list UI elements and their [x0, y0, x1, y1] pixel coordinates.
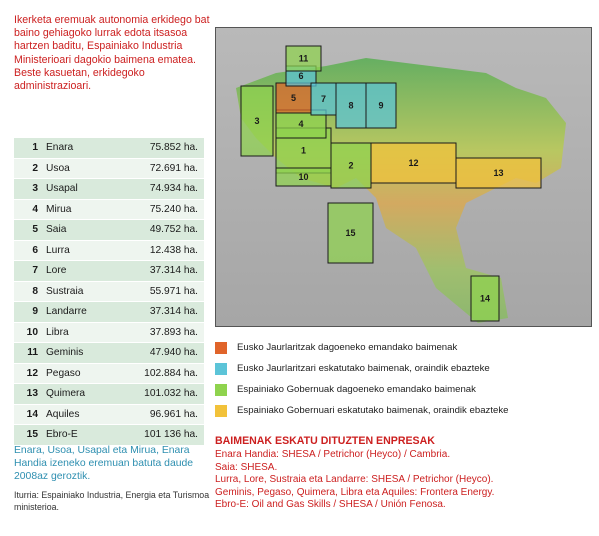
permit-number: 9 — [14, 302, 46, 323]
company-line: Geminis, Pegaso, Quimera, Libra eta Aquiles: Frontera Energy. — [215, 486, 495, 498]
permit-name: Libra — [46, 322, 130, 343]
permit-zone-label: 10 — [298, 172, 309, 182]
legend-item — [215, 337, 595, 358]
permit-number: 10 — [14, 322, 46, 343]
permit-row — [14, 179, 204, 200]
permit-number: 12 — [14, 363, 46, 384]
permit-area: 55.971 ha. — [130, 281, 204, 302]
company-line: Enara Handia: SHESA / Petrichor (Heyco) / Cambria. — [215, 449, 451, 460]
permit-area: 47.940 ha. — [130, 343, 204, 364]
permit-area: 101 136 ha. — [130, 425, 204, 446]
permit-row — [14, 404, 204, 425]
permit-table — [14, 138, 204, 446]
permit-number: 3 — [14, 179, 46, 200]
legend-swatch — [215, 342, 227, 354]
permit-name: Pegaso — [46, 363, 130, 384]
map-legend — [215, 337, 595, 421]
permit-row — [14, 138, 204, 158]
legend-label: Eusko Jaurlaritzari eskatutako baimenak, oraindik ebazteke — [237, 363, 490, 374]
permit-row — [14, 343, 204, 364]
permit-name: Lurra — [46, 240, 130, 261]
permit-zone-label: 7 — [320, 94, 327, 104]
permit-name: Quimera — [46, 384, 130, 405]
permit-name: Usapal — [46, 179, 130, 200]
permit-number: 2 — [14, 158, 46, 179]
permit-row — [14, 302, 204, 323]
legend-item — [215, 358, 595, 379]
permit-zone-label: 2 — [348, 160, 354, 171]
permit-area: 75.240 ha. — [130, 199, 204, 220]
company-line: Ebro-E: Oil and Gas Skills / SHESA / Unión Fenosa. — [215, 499, 446, 510]
permit-area: 12.438 ha. — [130, 240, 204, 261]
legend-label: Espainiako Gobernuari eskatutako baimenak, oraindik ebazteke — [237, 405, 509, 416]
permit-zone-label: 4 — [298, 119, 304, 129]
permit-area: 75.852 ha. — [130, 138, 204, 158]
permit-name: Lore — [46, 261, 130, 282]
legend-swatch — [215, 384, 227, 396]
applicant-companies — [215, 435, 595, 512]
permit-row — [14, 281, 204, 302]
legend-label: Espainiako Gobernuak dagoeneko emandako baimenak — [237, 384, 476, 395]
permit-name: Geminis — [46, 343, 130, 364]
permit-area: 37.314 ha. — [130, 261, 204, 282]
permit-number: 4 — [14, 199, 46, 220]
companies-title: BAIMENAK ESKATU DITUZTEN ENPRESAK — [215, 435, 435, 447]
map-canvas — [216, 28, 591, 326]
permit-number: 1 — [14, 138, 46, 158]
exploration-map — [215, 27, 592, 327]
permit-name: Sustraia — [46, 281, 130, 302]
permit-area: 74.934 ha. — [130, 179, 204, 200]
permit-row — [14, 199, 204, 220]
permit-row — [14, 240, 204, 261]
permit-area: 37.314 ha. — [130, 302, 204, 323]
permit-zone-label: 15 — [345, 228, 356, 238]
company-line: Saia: SHESA. — [215, 461, 278, 473]
permit-row — [14, 425, 204, 446]
permit-zone-label: 14 — [479, 293, 491, 304]
permit-row — [14, 261, 204, 282]
permit-number: 6 — [14, 240, 46, 261]
permit-name: Aquiles — [46, 404, 130, 425]
permit-zone-label: 12 — [408, 158, 419, 168]
permit-name: Usoa — [46, 158, 130, 179]
permit-area: 101.032 ha. — [130, 384, 204, 405]
permit-area: 96.961 ha. — [130, 404, 204, 425]
source-note: Iturria: Espainiako Industria, Energia eta Turismoa ministerioa. — [14, 490, 210, 512]
permit-zone-label: 13 — [493, 168, 504, 178]
merge-note: Enara, Usoa, Usapal eta Mirua, Enara Handia izeneko eremuan batuta daude 2008az geroztik. — [14, 445, 194, 482]
legend-item — [215, 400, 595, 421]
permit-area: 49.752 ha. — [130, 220, 204, 241]
permit-zone-label: 3 — [254, 116, 260, 126]
permit-number: 7 — [14, 261, 46, 282]
permit-area: 37.893 ha. — [130, 322, 204, 343]
permit-number: 8 — [14, 281, 46, 302]
permit-number: 14 — [14, 404, 46, 425]
permit-number: 11 — [14, 343, 46, 364]
permit-zone-label: 6 — [298, 71, 304, 81]
permit-zone-label: 1 — [300, 145, 307, 156]
intro-text: Ikerketa eremuak autonomia erkidego bat baino gehiagoko lurrak edota itsasoa hartzen baditu, Espainiako Industria Ministerioari dagokio baimena ematea. Beste kasuetan, erkidegoko administrazioari. — [14, 14, 210, 93]
permit-row — [14, 363, 204, 384]
permit-area: 72.691 ha. — [130, 158, 204, 179]
permit-name: Saia — [46, 220, 130, 241]
permit-name: Ebro-E — [46, 425, 130, 446]
permit-row — [14, 322, 204, 343]
legend-item — [215, 379, 595, 400]
permit-number: 13 — [14, 384, 46, 405]
permit-row — [14, 158, 204, 179]
permit-zone-label: 11 — [298, 53, 309, 64]
permit-number: 15 — [14, 425, 46, 446]
permit-name: Enara — [46, 138, 130, 158]
legend-swatch — [215, 363, 227, 375]
permit-number: 5 — [14, 220, 46, 241]
permit-zone-label: 9 — [378, 100, 384, 111]
permit-row — [14, 220, 204, 241]
permit-zone-label: 5 — [290, 93, 297, 103]
permit-name: Landarre — [46, 302, 130, 323]
company-line: Lurra, Lore, Sustraia eta Landarre: SHESA / Petrichor (Heyco). — [215, 474, 494, 485]
legend-label: Eusko Jaurlaritzak dagoeneko emandako baimenak — [237, 342, 458, 353]
permit-row — [14, 384, 204, 405]
permit-zone-label: 8 — [348, 100, 354, 111]
legend-swatch — [215, 405, 227, 417]
permit-area: 102.884 ha. — [130, 363, 204, 384]
permit-name: Mirua — [46, 199, 130, 220]
